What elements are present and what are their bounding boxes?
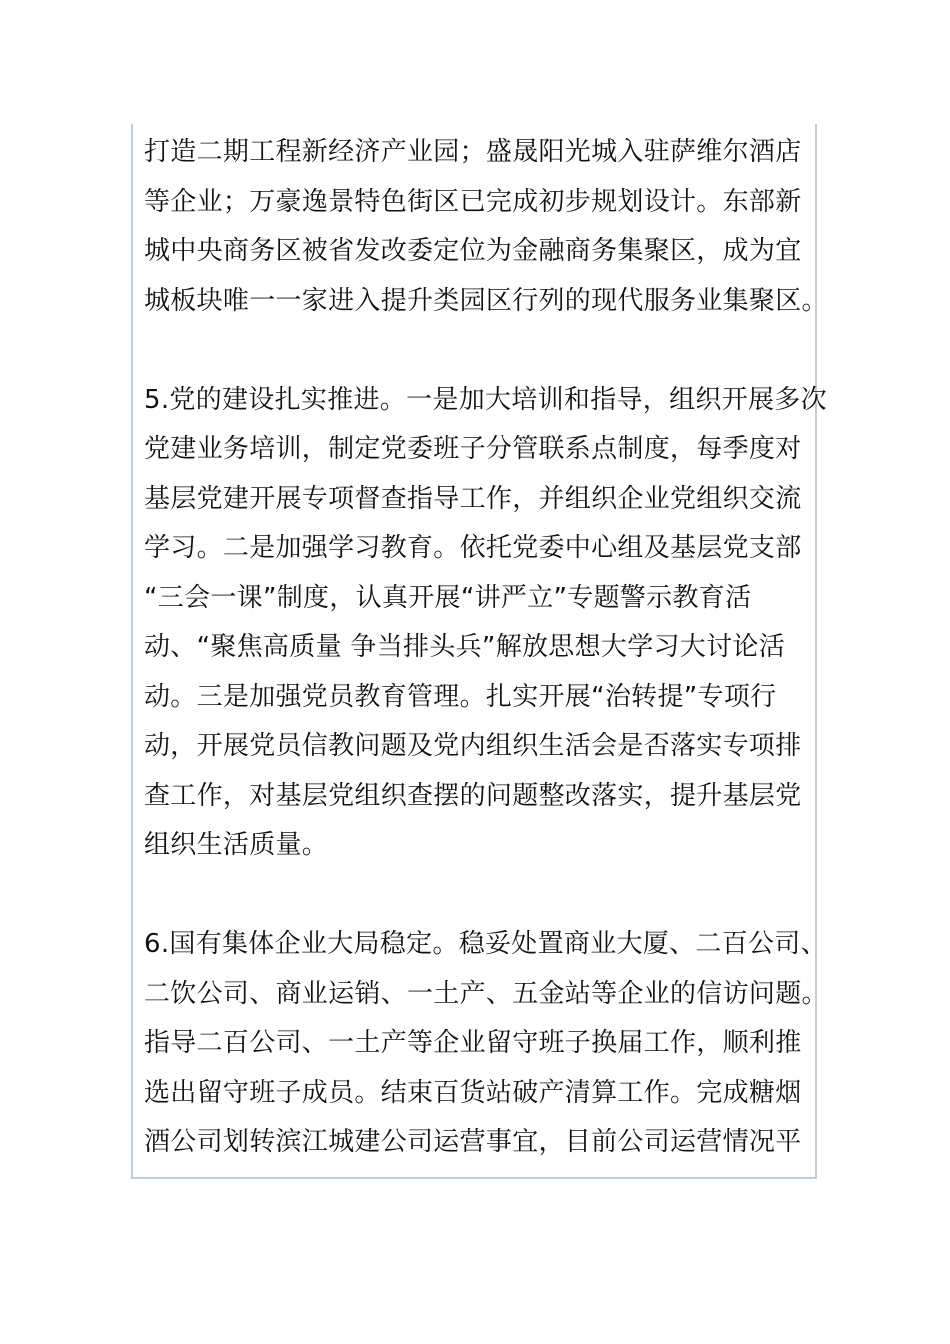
text-line: 等企业；万豪逸景特色街区已完成初步规划设计。东部新 (144, 186, 802, 217)
paragraph-party-building (144, 376, 827, 871)
paragraph-spacer (144, 326, 814, 376)
text-line: 二饮公司、商业运销、一土产、五金站等企业的信访问题。 (144, 978, 828, 1009)
text-line: “三会一课”制度，认真开展“讲严立”专题警示教育活 (144, 582, 752, 613)
text-line: 查工作，对基层党组织查摆的问题整改落实，提升基层党 (144, 780, 802, 811)
text-line: 城板块唯一一家进入提升类园区行列的现代服务业集聚区。 (144, 285, 828, 316)
paragraph-spacer (144, 871, 814, 921)
paragraph-state-enterprises (144, 920, 828, 1168)
paragraph-park-development (144, 128, 828, 326)
text-line: 城中央商务区被省发改委定位为金融商务集聚区，成为宜 (144, 236, 802, 266)
text-line: 动、“聚焦高质量 争当排头兵”解放思想大学习大讨论活 (144, 632, 786, 662)
text-line: 指导二百公司、一土产等企业留守班子换届工作，顺利推 (144, 1028, 802, 1058)
text-line: 动。三是加强党员教育管理。扎实开展“治转提”专项行 (144, 681, 777, 712)
text-line: 6.国有集体企业大局稳定。稳妥处置商业大厦、二百公司、 (144, 929, 827, 959)
text-line: 酒公司划转滨江城建公司运营事宜，目前公司运营情况平 (144, 1127, 802, 1157)
text-line: 打造二期工程新经济产业园；盛晟阳光城入驻萨维尔酒店 (144, 137, 802, 167)
text-line: 5.党的建设扎实推进。一是加大培训和指导，组织开展多次 (144, 384, 827, 415)
text-line: 组织生活质量。 (144, 830, 329, 860)
text-line: 基层党建开展专项督查指导工作，并组织企业党组织交流 (144, 483, 802, 514)
document-body (144, 128, 828, 1168)
text-line: 动，开展党员信教问题及党内组织生活会是否落实专项排 (144, 731, 802, 761)
text-line: 党建业务培训，制定党委班子分管联系点制度，每季度对 (144, 434, 802, 464)
text-line: 学习。二是加强学习教育。依托党委中心组及基层党支部 (144, 533, 802, 563)
text-line: 选出留守班子成员。结束百货站破产清算工作。完成糖烟 (144, 1077, 802, 1108)
